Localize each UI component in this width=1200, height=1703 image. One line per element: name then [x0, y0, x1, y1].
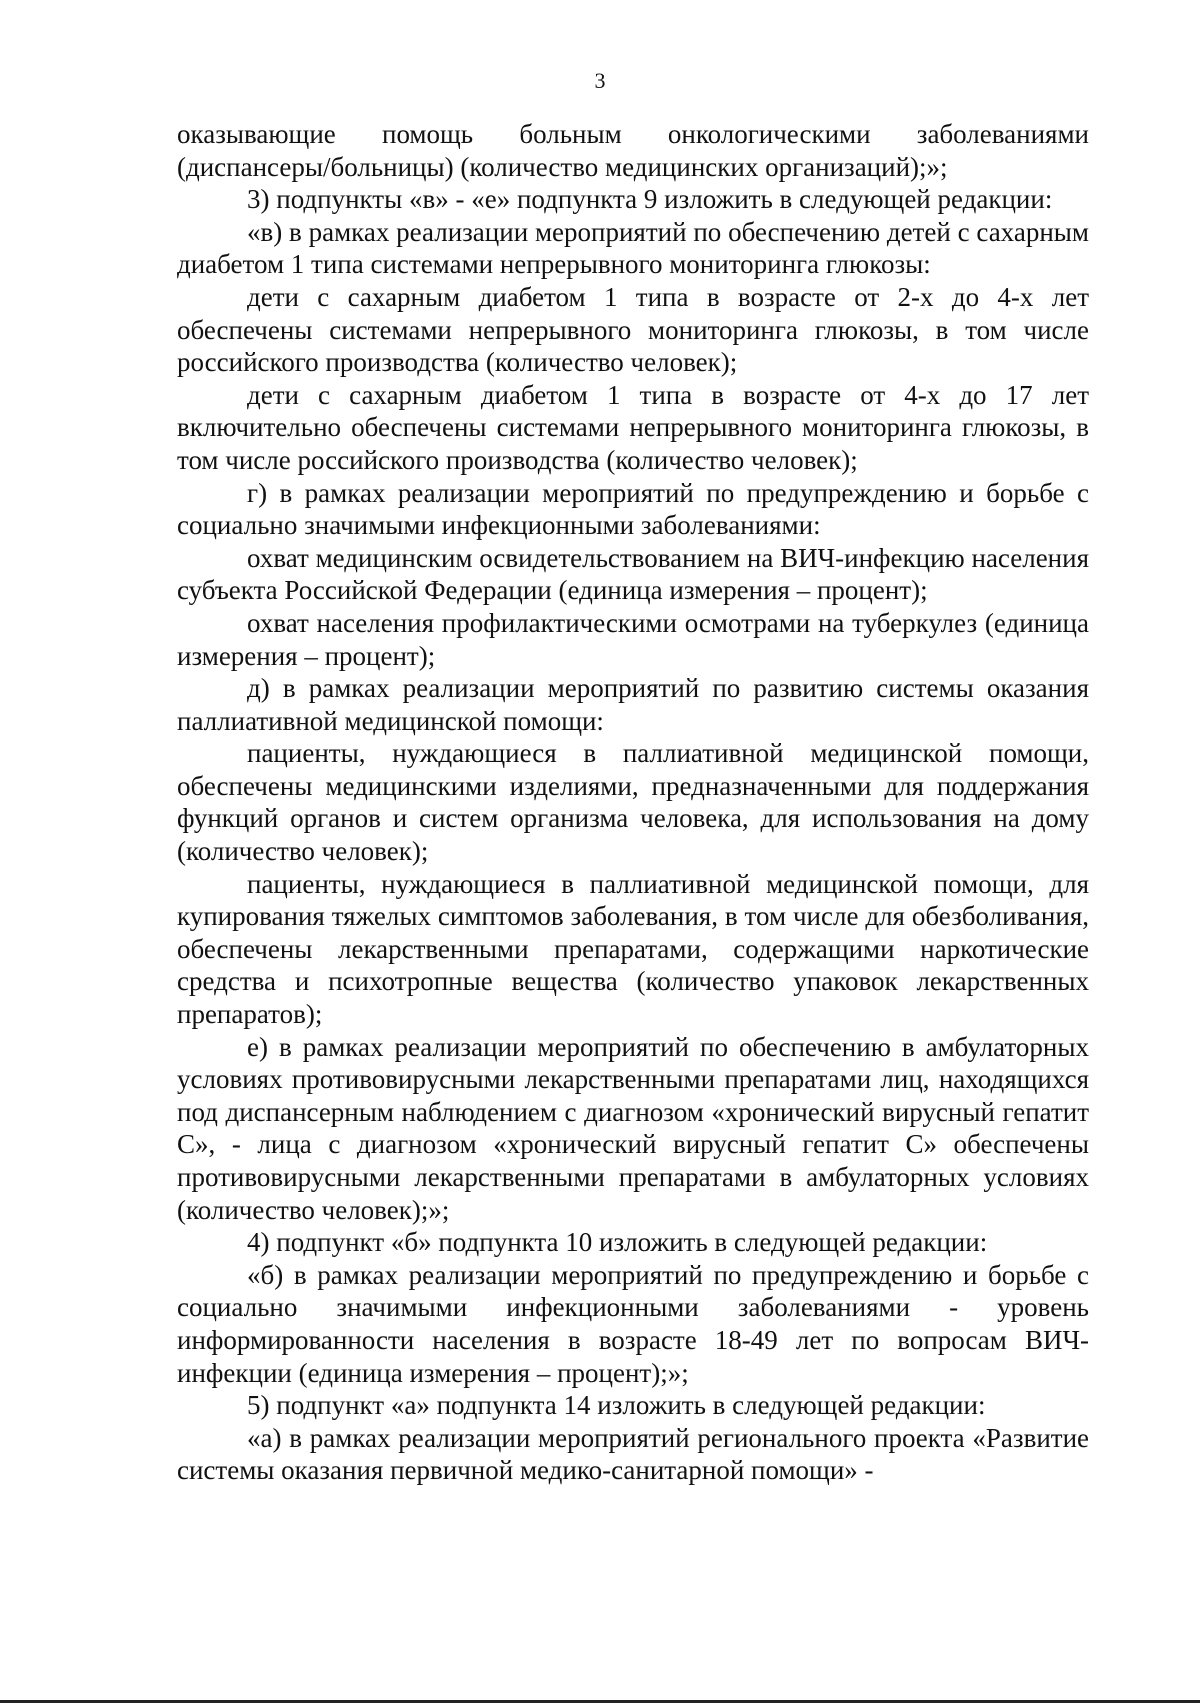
- paragraph-continuation: оказывающие помощь больным онкологическими заболеваниями (диспансеры/больницы) (количество медицинских организаций);»;: [177, 119, 1089, 182]
- paragraph-subitem-d: д) в рамках реализации мероприятий по развитию системы оказания паллиативной медицинской помощи:: [177, 673, 1089, 736]
- paragraph-children-2-4: дети с сахарным диабетом 1 типа в возрасте от 2-х до 4-х лет обеспечены системами непрерывного мониторинга глюкозы, в том числе российского производства (количество человек);: [177, 281, 1089, 378]
- paragraph-subitem-v: «в) в рамках реализации мероприятий по обеспечению детей с сахарным диабетом 1 типа системами непрерывного мониторинга глюкозы:: [177, 216, 1089, 280]
- paragraph-children-4-17: дети с сахарным диабетом 1 типа в возрасте от 4-х до 17 лет включительно обеспечены системами непрерывного мониторинга глюкозы, в том числе российского производства (количество человек);: [177, 379, 1089, 475]
- paragraph-item-5: 5) подпункт «а» подпункта 14 изложить в следующей редакции:: [247, 1390, 986, 1421]
- paragraph-item-3: 3) подпункты «в» - «е» подпункта 9 изложить в следующей редакции:: [247, 184, 1053, 215]
- paragraph-subitem-g: г) в рамках реализации мероприятий по предупреждению и борьбе с социально значимыми инфекционными заболеваниями:: [177, 477, 1089, 541]
- paragraph-palliative-devices: пациенты, нуждающиеся в паллиативной медицинской помощи, обеспечены медицинскими изделиями, предназначенными для поддержания функций органов и систем организма человека, для использования на дому (количество человек);: [177, 738, 1089, 867]
- paragraph-subitem-a: «а) в рамках реализации мероприятий регионального проекта «Развитие системы оказания первичной медико-санитарной помощи» -: [177, 1422, 1089, 1486]
- document-body: [177, 118, 1089, 1487]
- paragraph-item-4: 4) подпункт «б» подпункта 10 изложить в следующей редакции:: [247, 1227, 988, 1258]
- paragraph-palliative-drugs: пациенты, нуждающиеся в паллиативной медицинской помощи, для купирования тяжелых симптомов заболевания, в том числе для обезболивания, обеспечены лекарственными препаратами, содержащими наркотические средства и психотропные вещества (количество упаковок лекарственных препаратов);: [177, 868, 1089, 1030]
- page-number: 3: [594, 68, 606, 93]
- paragraph-subitem-e: е) в рамках реализации мероприятий по обеспечению в амбулаторных условиях противовирусными лекарственными препаратами лиц, находящихся под диспансерным наблюдением с диагнозом «хронический вирусный гепатит С», - лица с диагнозом «хронический вирусный гепатит С» обеспечены противовирусными лекарственными препаратами в амбулаторных условиях (количество человек);»;: [177, 1031, 1089, 1225]
- paragraph-subitem-b: «б) в рамках реализации мероприятий по предупреждению и борьбе с социально значимыми инфекционными заболеваниями - уровень информированности населения в возрасте 18-49 лет по вопросам ВИЧ-инфекции (единица измерения – процент);»;: [177, 1259, 1089, 1388]
- paragraph-hiv-coverage: охват медицинским освидетельствованием на ВИЧ-инфекцию населения субъекта Российской Федерации (единица измерения – процент);: [177, 542, 1089, 606]
- paragraph-tb-coverage: охват населения профилактическими осмотрами на туберкулез (единица измерения – процент);: [177, 607, 1089, 671]
